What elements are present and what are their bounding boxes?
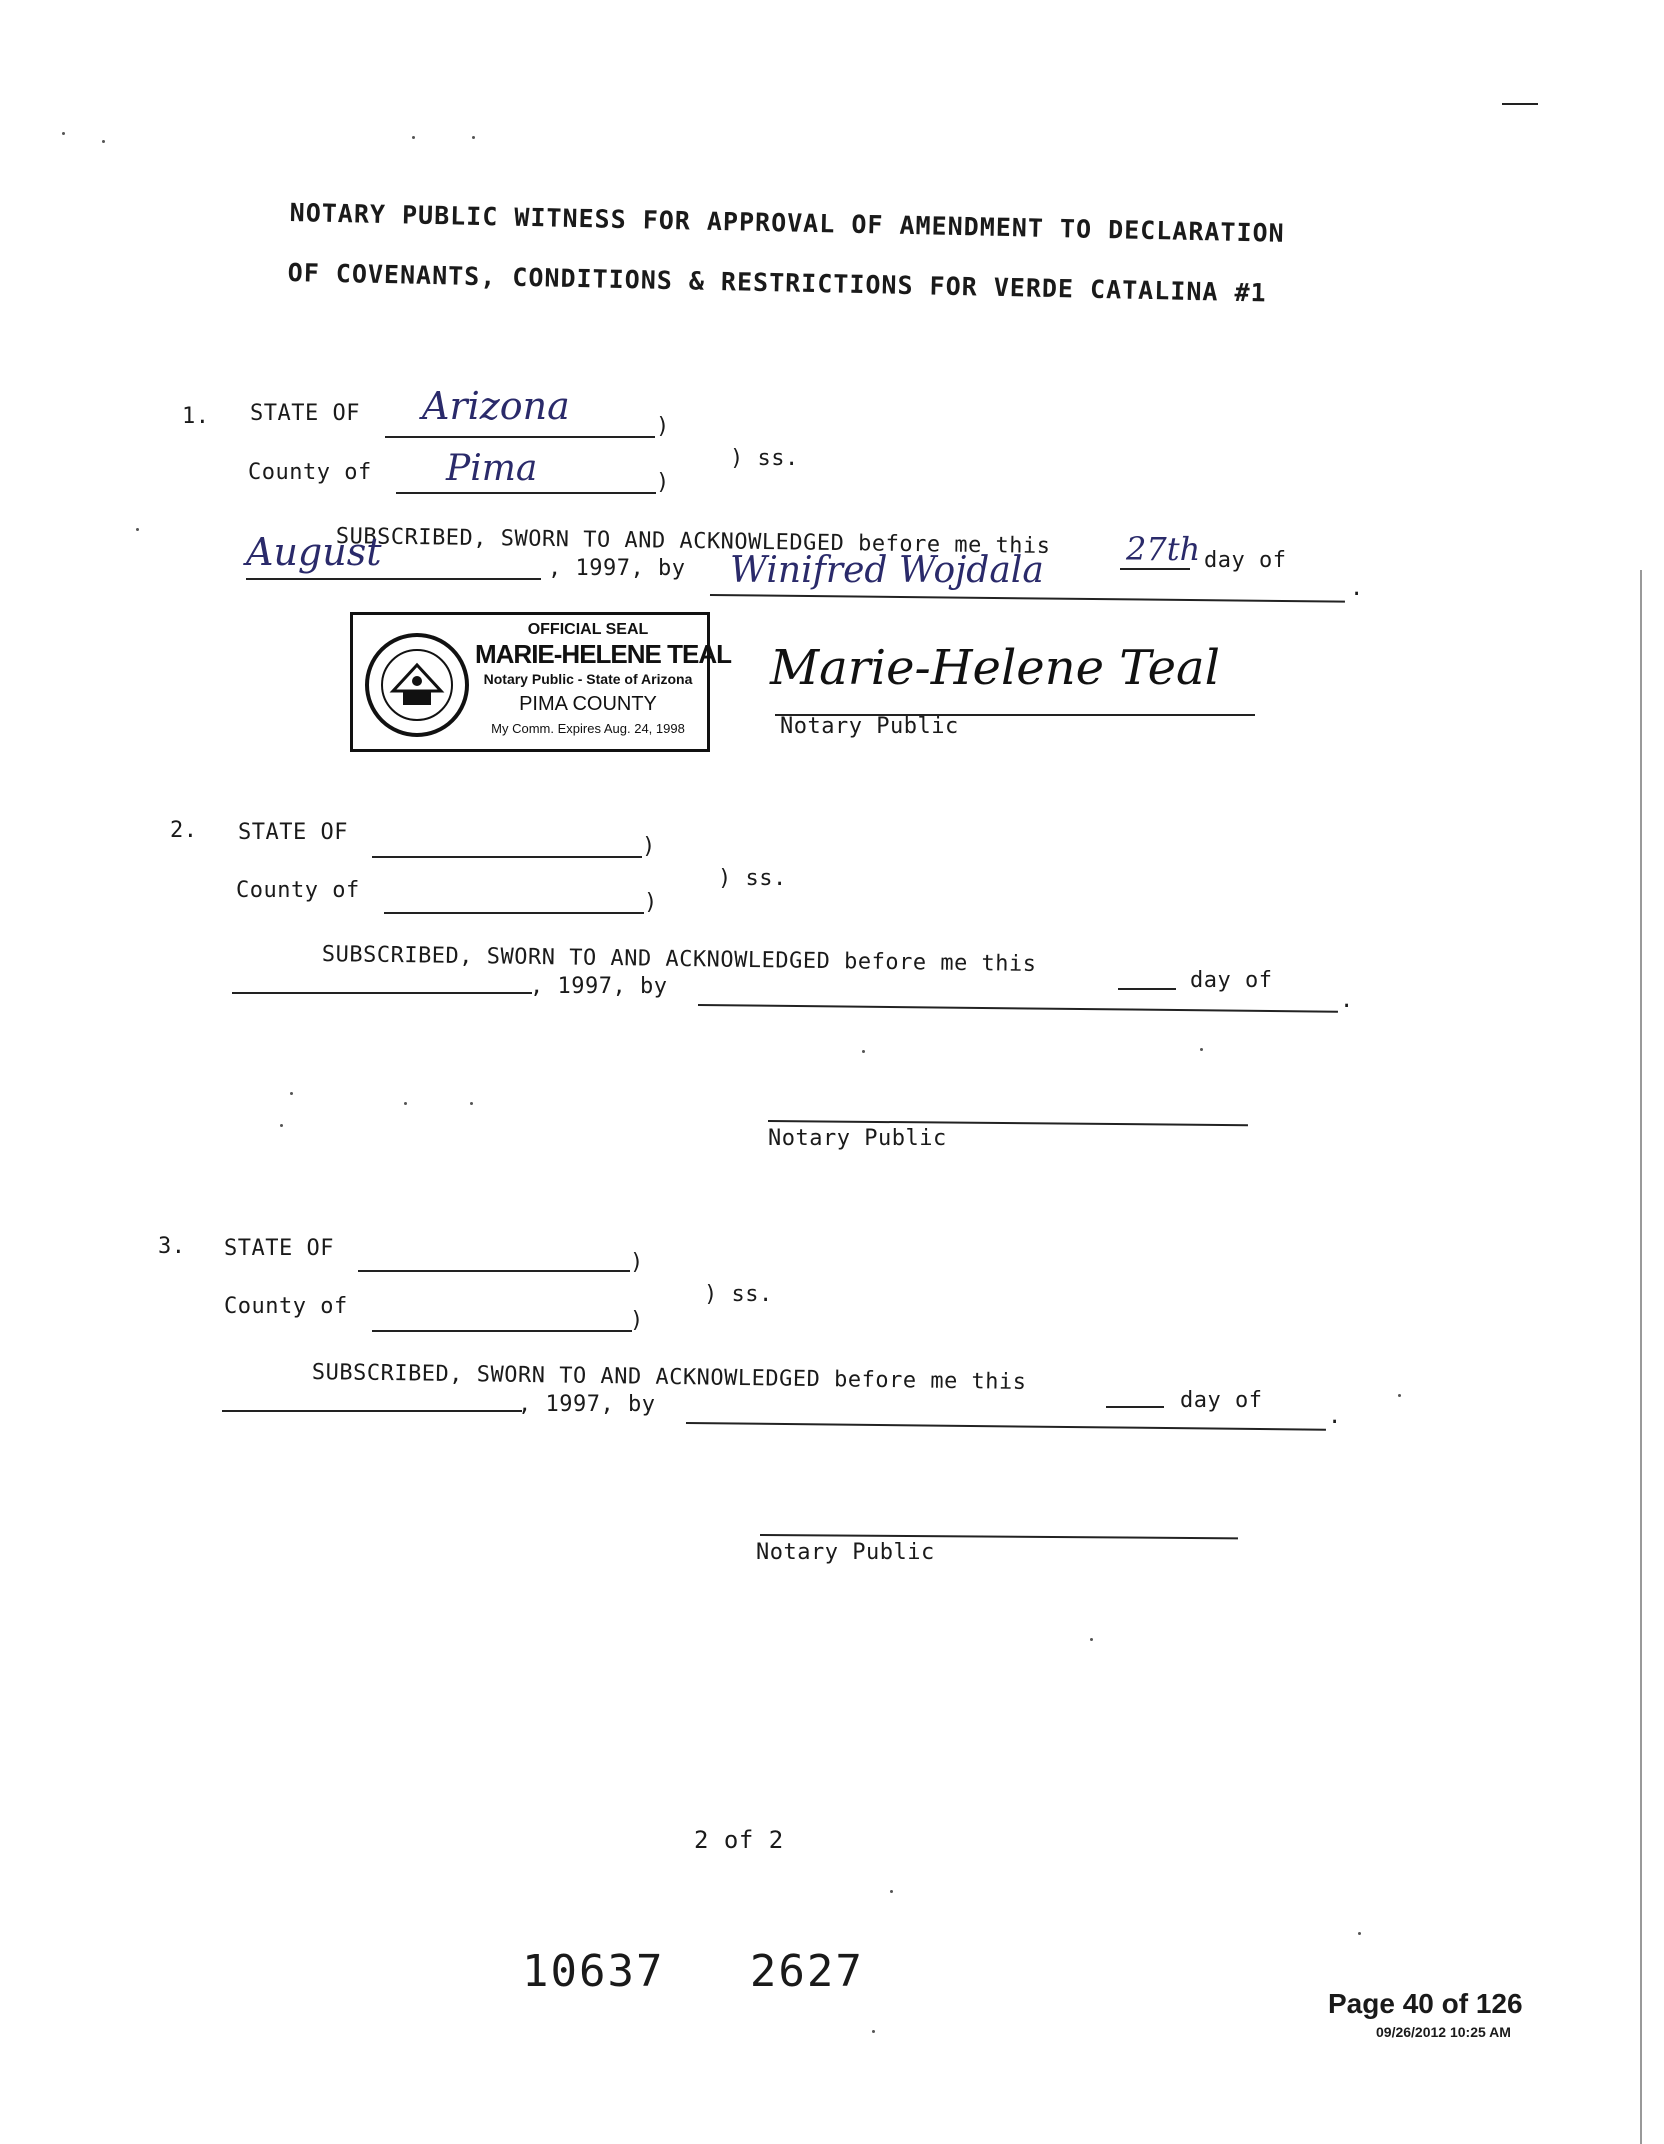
period: . xyxy=(1350,576,1364,601)
scan-speck xyxy=(862,1050,865,1053)
day-of-label: day of xyxy=(1190,968,1273,993)
notary-seal xyxy=(350,612,731,752)
scan-speck xyxy=(280,1124,283,1127)
seal-name: MARIE-HELENE TEAL xyxy=(475,639,731,669)
month-blank-line xyxy=(232,992,532,994)
by-blank-line xyxy=(698,1004,1338,1013)
state-blank-line xyxy=(372,856,642,858)
by-blank-line xyxy=(686,1422,1326,1431)
year-by-label: , 1997, by xyxy=(548,556,686,581)
month-blank-line xyxy=(246,578,541,580)
state-blank-line xyxy=(358,1270,630,1272)
seal-expires: My Comm. Expires Aug. 24, 1998 xyxy=(491,721,685,736)
by-blank-line xyxy=(710,594,1345,603)
year-by-label: , 1997, by xyxy=(518,1392,656,1417)
paren: ) xyxy=(644,890,658,915)
scan-speck xyxy=(1398,1394,1401,1397)
paren: ) xyxy=(642,834,656,859)
seal-subtitle: Notary Public - State of Arizona xyxy=(483,671,693,687)
state-seal-emblem-inner xyxy=(381,649,453,721)
scan-speck xyxy=(872,2030,875,2033)
county-label: County of xyxy=(224,1294,348,1319)
scan-speck xyxy=(472,136,475,139)
day-blank-line xyxy=(1106,1406,1164,1408)
scan-speck xyxy=(62,132,65,135)
day-value: 27th xyxy=(1126,530,1201,568)
scan-speck xyxy=(1358,1932,1361,1935)
seal-county: PIMA COUNTY xyxy=(519,693,657,715)
month-value: August xyxy=(246,530,382,574)
period: . xyxy=(1340,988,1354,1013)
section-number: 1. xyxy=(182,404,210,429)
period: . xyxy=(1328,1404,1342,1429)
paren: ) xyxy=(630,1308,644,1333)
scan-speck xyxy=(470,1102,473,1105)
notary-public-label: Notary Public xyxy=(780,714,959,739)
scan-speck xyxy=(412,136,415,139)
ss-label: ) ss. xyxy=(718,866,787,891)
state-label: STATE OF xyxy=(238,820,348,845)
scan-speck xyxy=(404,1102,407,1105)
scan-speck xyxy=(890,1890,893,1893)
county-value: Pima xyxy=(446,448,538,489)
subscribed-text: SUBSCRIBED, SWORN TO AND ACKNOWLEDGED before me this xyxy=(335,524,1051,559)
subscribed-text: SUBSCRIBED, SWORN TO AND ACKNOWLEDGED before me this xyxy=(321,942,1037,977)
notary-public-label: Notary Public xyxy=(768,1126,947,1151)
county-blank-line xyxy=(384,912,644,914)
scan-speck xyxy=(290,1092,293,1095)
document-title-line1: NOTARY PUBLIC WITNESS FOR APPROVAL OF AMENDMENT TO DECLARATION xyxy=(289,198,1285,248)
ss-label: ) ss. xyxy=(704,1282,773,1307)
notary-public-label: Notary Public xyxy=(756,1540,935,1565)
document-title-line2: OF COVENANTS, CONDITIONS & RESTRICTIONS FOR VERDE CATALINA #1 xyxy=(287,258,1267,308)
county-label: County of xyxy=(236,878,360,903)
state-blank-line xyxy=(385,436,655,438)
state-seal-emblem xyxy=(365,633,469,737)
county-blank-line xyxy=(396,492,656,494)
scan-speck xyxy=(136,528,139,531)
scan-speck xyxy=(102,140,105,143)
subscribed-text: SUBSCRIBED, SWORN TO AND ACKNOWLEDGED before me this xyxy=(311,1360,1027,1395)
page-stamp: Page 40 of 126 xyxy=(1328,1988,1523,2019)
paren: ) xyxy=(656,414,670,439)
day-of-label: day of xyxy=(1204,548,1287,573)
day-of-label: day of xyxy=(1180,1388,1263,1413)
timestamp: 09/26/2012 10:25 AM xyxy=(1376,2024,1511,2040)
month-blank-line xyxy=(222,1410,522,1412)
paren: ) xyxy=(630,1250,644,1275)
state-label: STATE OF xyxy=(250,401,360,426)
notary-signature: Marie-Helene Teal xyxy=(770,640,1220,696)
seal-emblem-graphic xyxy=(383,651,451,719)
ss-label: ) ss. xyxy=(730,446,799,471)
county-label: County of xyxy=(248,460,372,485)
year-by-label: , 1997, by xyxy=(530,974,668,999)
paren: ) xyxy=(656,470,670,495)
day-blank-line xyxy=(1118,988,1176,990)
corner-mark xyxy=(1502,103,1538,105)
by-value: Winifred Wojdala xyxy=(730,550,1044,591)
page-of-label: 2 of 2 xyxy=(694,1826,784,1854)
state-label: STATE OF xyxy=(224,1236,334,1261)
section-number: 3. xyxy=(158,1234,186,1259)
scan-speck xyxy=(1200,1048,1203,1051)
county-blank-line xyxy=(372,1330,632,1332)
section-number: 2. xyxy=(170,818,198,843)
docket-number: 10637 2627 xyxy=(522,1946,864,1997)
day-blank-line xyxy=(1120,568,1190,570)
notary-signature-line xyxy=(760,1534,1238,1539)
scan-speck xyxy=(1090,1638,1093,1641)
seal-header: OFFICIAL SEAL xyxy=(527,621,649,638)
state-value: Arizona xyxy=(422,384,570,428)
scan-edge-line xyxy=(1640,570,1642,2144)
